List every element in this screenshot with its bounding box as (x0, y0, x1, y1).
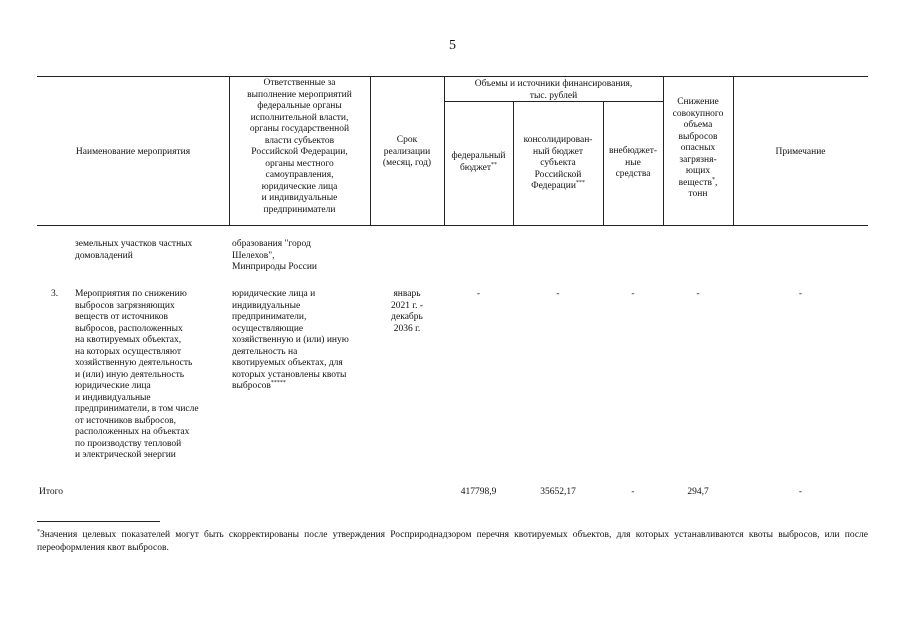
row3-responsible (232, 289, 372, 393)
row3-responsible-sup: ***** (270, 379, 286, 386)
page-number: 5 (449, 38, 456, 53)
header-reduction-text: Снижение совокупного объема выбросов опасных загрязня- ющих веществ (672, 97, 724, 188)
total-extrabudget: - (631, 487, 635, 497)
row3-consolidated: - (556, 289, 560, 299)
row3-federal: - (476, 289, 481, 299)
header-reduction-tail: , тонн (688, 177, 718, 199)
row3-number: 3. (51, 289, 59, 299)
header-term: Срок реализации (месяц, год) (382, 135, 432, 168)
header-federal-sup: ** (491, 161, 498, 168)
header-federal-text: федеральный бюджет (451, 151, 506, 173)
header-responsible: Ответственные за выполнение мероприятий федеральные органы исполнительной власти, органы государственной власти субъектов Российской Федерации, органы местного самоуправления, юридические лица и индивидуальные предприниматели (247, 78, 352, 215)
continuation-responsible: образования "город Шелехов", Минприроды России (232, 239, 317, 272)
header-consolidated-sup: *** (575, 179, 585, 186)
header-reduction-sup: * (711, 176, 715, 183)
row3-reduction: - (696, 289, 700, 299)
total-reduction: 294,7 (687, 487, 709, 497)
header-federal (444, 151, 513, 174)
total-label: Итого (39, 487, 64, 497)
row3-name: Мероприятия по снижению выбросов загрязняющих веществ от источников выбросов, расположенных на квотируемых объектах, на которых осуществляют хозяйственную деятельность и (или) иную деятельность юридические лица и индивидуальные предприниматели, в том числе от источников выбросов, расположенных на объектах по производству тепловой и электрической энергии (75, 289, 199, 460)
header-consolidated-text: консолидирован- ный бюджет субъекта Российской Федерации (523, 135, 593, 191)
total-note: - (798, 487, 803, 497)
header-reduction (663, 97, 733, 201)
footnote-text: Значения целевых показателей могут быть скорректированы после утверждения Росприроднадзором перечня квотируемых объектов, для которых устанавливаются квоты выбросов, или после переоформления квот выбросов. (37, 530, 868, 553)
header-note: Примечание (775, 147, 826, 157)
row3-note: - (798, 289, 803, 299)
header-extrabudget: внебюджет- ные средства (608, 146, 658, 179)
footnote-mark: * (37, 528, 40, 535)
table-header-bottom-rule (37, 225, 868, 226)
continuation-name: земельных участков частных домовладений (75, 239, 193, 261)
header-financing-group: Объемы и источники финансирования, тыс. рублей (474, 79, 633, 101)
row3-responsible-text: юридические лица и индивидуальные предприниматели, осуществляющие хозяйственную и (или) иную деятельность на квотируемых объектах, для которых установлены квоты выбросов (232, 289, 349, 391)
header-name: Наименование мероприятия (75, 147, 191, 157)
total-federal: 417798,9 (460, 487, 497, 497)
total-consolidated: 35652,17 (540, 487, 576, 497)
header-consolidated (513, 135, 603, 193)
table-top-rule (37, 76, 868, 77)
row3-extrabudget: - (631, 289, 635, 299)
footnote (37, 529, 868, 555)
row3-term: январь 2021 г. - декабрь 2036 г. (390, 289, 424, 334)
footnote-rule (37, 521, 160, 522)
